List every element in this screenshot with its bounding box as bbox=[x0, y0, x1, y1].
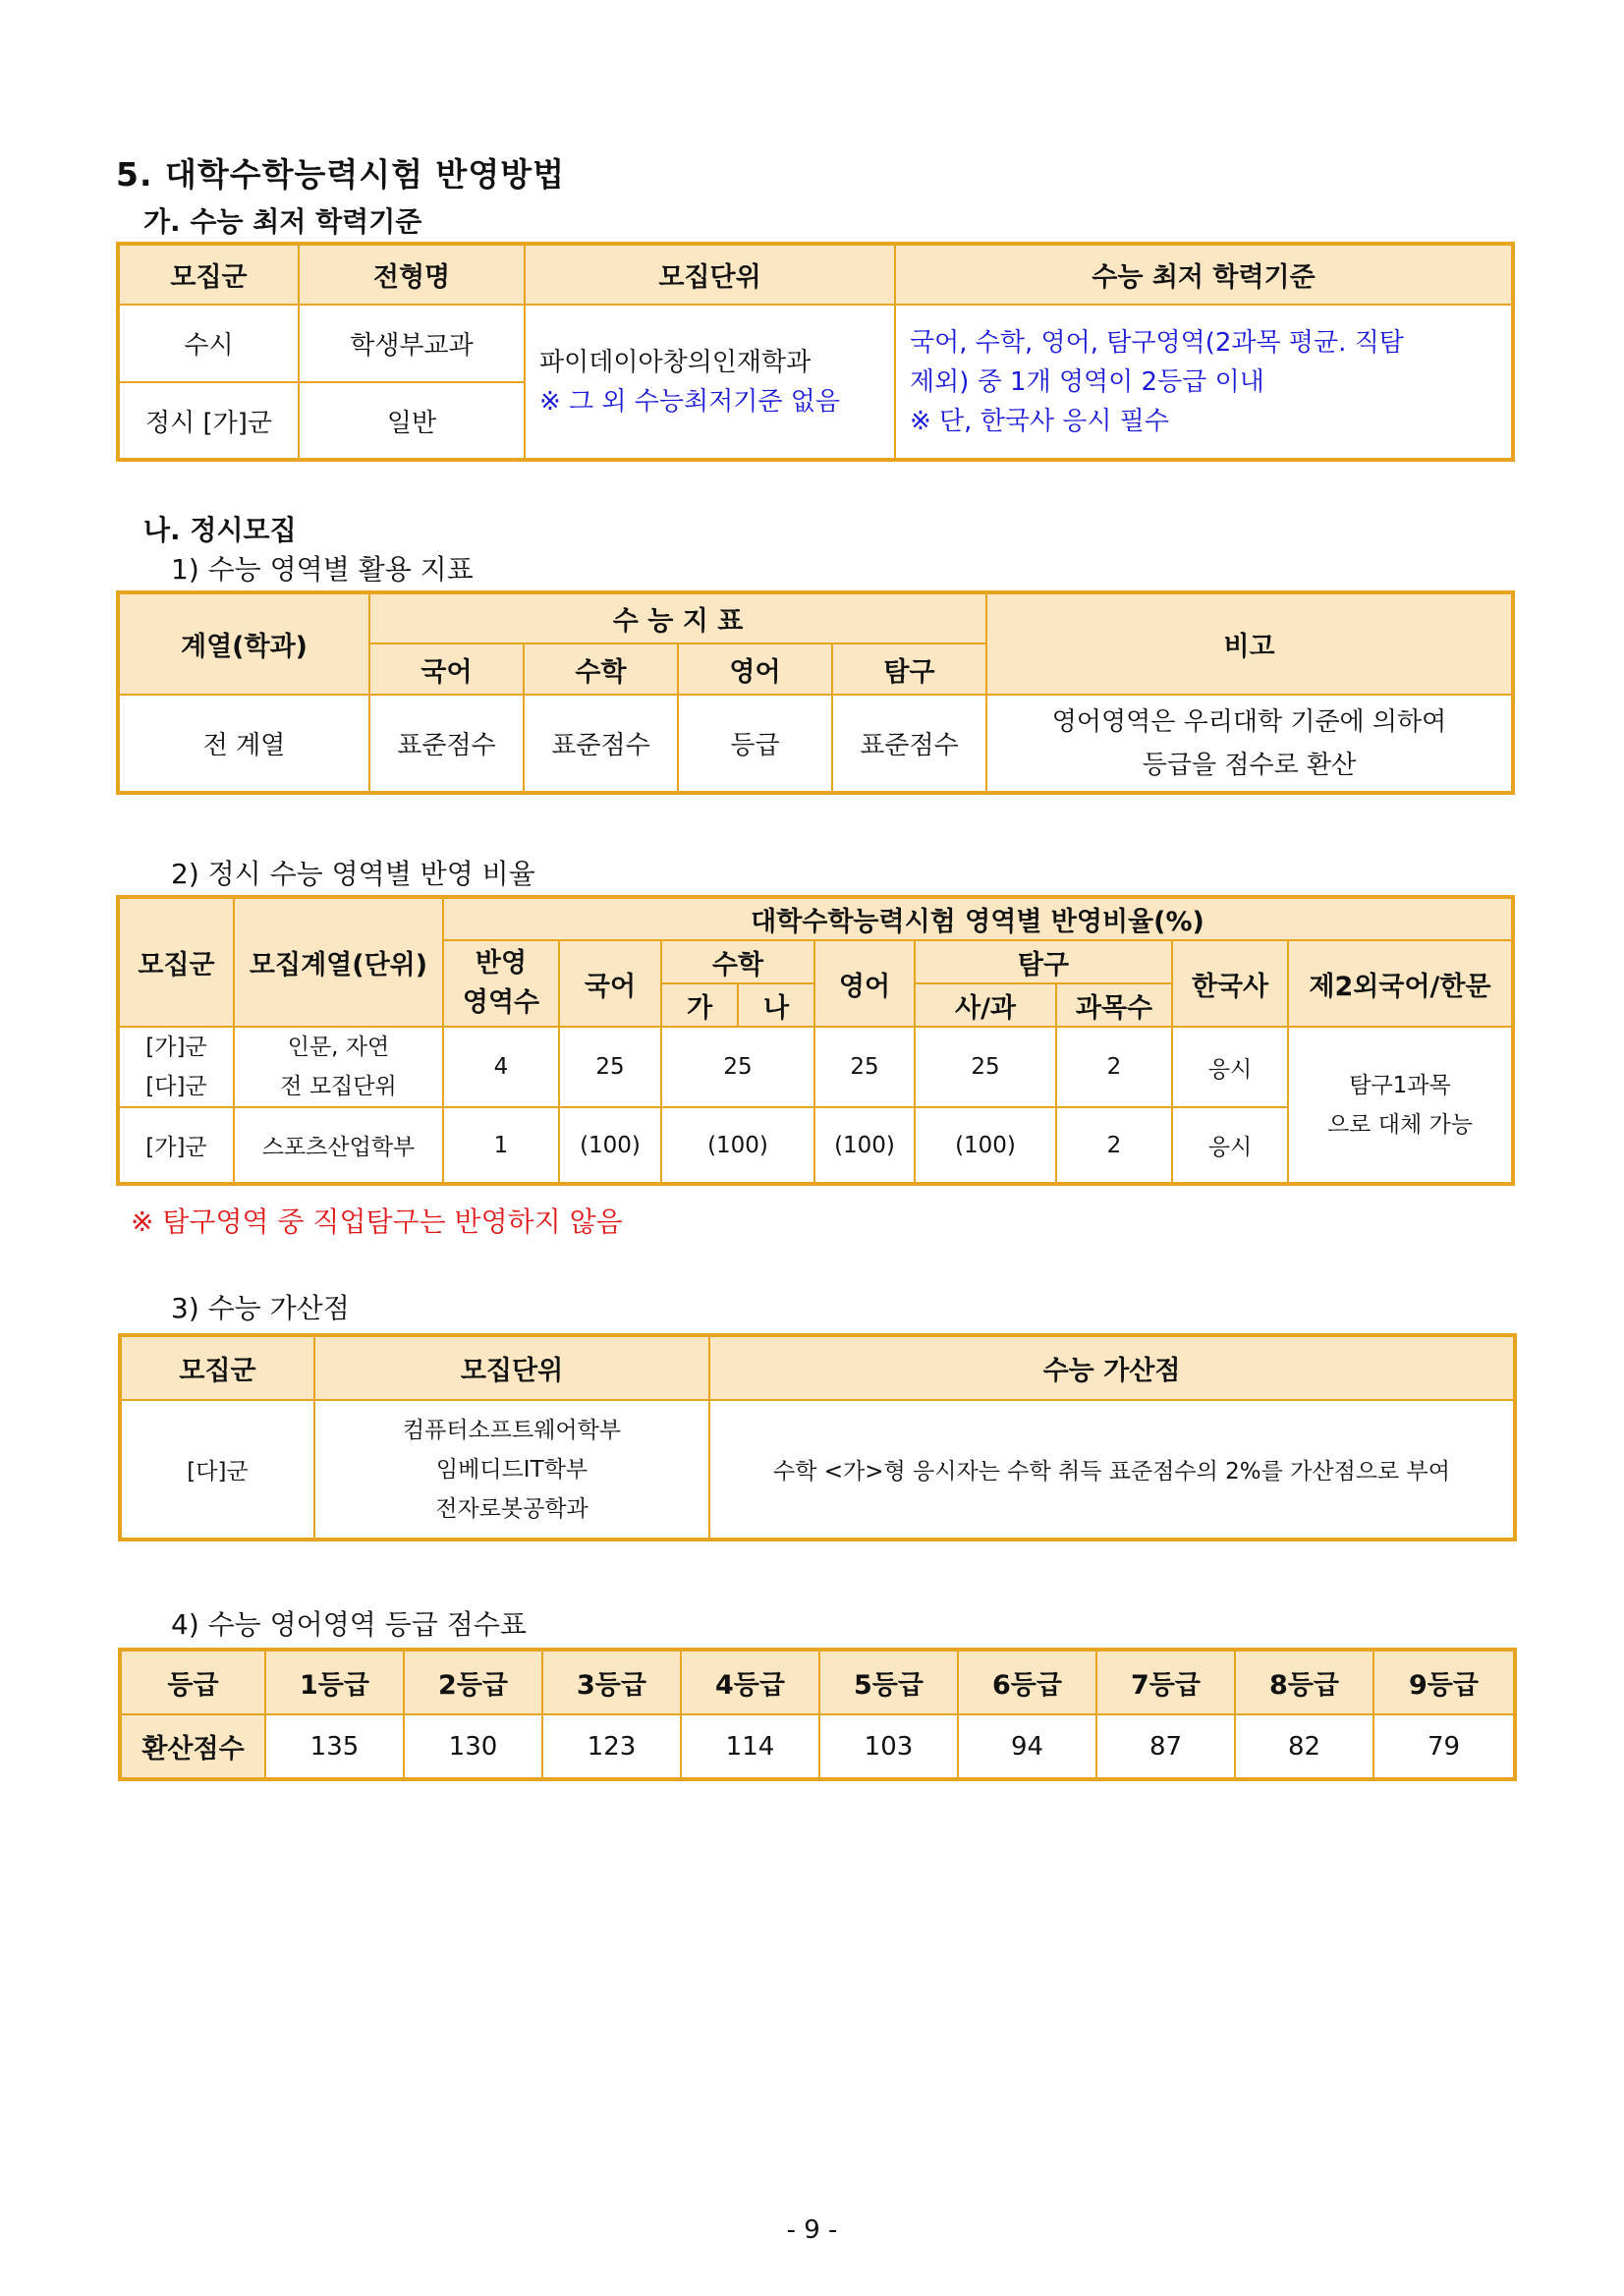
row1-unit-1: 인문, 자연 bbox=[287, 1035, 390, 1060]
page-number: - 9 - bbox=[786, 2215, 838, 2245]
bonus-unit-3: 전자로봇공학과 bbox=[435, 1495, 588, 1522]
unit-note: ※ 그 외 수능최저기준 없음 bbox=[539, 386, 841, 417]
header-type: 전형명 bbox=[299, 244, 525, 305]
header-grade: 등급 bbox=[120, 1650, 265, 1714]
grade-2: 2등급 bbox=[404, 1650, 542, 1714]
header-bonus: 수능 가산점 bbox=[709, 1335, 1515, 1400]
header-foreign: 제2외국어/한문 bbox=[1288, 940, 1513, 1027]
header-korean: 국어 bbox=[369, 644, 524, 695]
grade-9: 9등급 bbox=[1373, 1650, 1515, 1714]
header-dept: 계열(학과) bbox=[118, 592, 369, 695]
header-group: 모집군 bbox=[118, 244, 299, 305]
row2-english: (100) bbox=[814, 1107, 915, 1184]
value-english: 등급 bbox=[678, 695, 832, 793]
subsection-title-a: 가. 수능 최저 학력기준 bbox=[143, 205, 422, 238]
header-math-na: 나 bbox=[738, 983, 814, 1027]
header-inquiry-social: 사/과 bbox=[915, 983, 1056, 1027]
min-criteria-table bbox=[116, 242, 1515, 462]
bonus-units bbox=[314, 1400, 709, 1540]
row1-subjects: 2 bbox=[1056, 1027, 1172, 1107]
row2-math: (100) bbox=[661, 1107, 814, 1184]
header-math: 수학 bbox=[661, 940, 814, 983]
sub4-title: 4) 수능 영어영역 등급 점수표 bbox=[171, 1608, 527, 1641]
note-cell bbox=[986, 695, 1513, 793]
note-line-1: 영어영역은 우리대학 기준에 의하여 bbox=[1051, 706, 1447, 737]
sub1-title: 1) 수능 영역별 활용 지표 bbox=[171, 553, 474, 586]
score-5: 103 bbox=[819, 1714, 958, 1779]
header-inquiry: 탐구 bbox=[832, 644, 986, 695]
header-unit: 모집계열(단위) bbox=[234, 897, 443, 1027]
row-jeongsi-type: 일반 bbox=[299, 382, 525, 460]
value-korean: 표준점수 bbox=[369, 695, 524, 793]
value-math: 표준점수 bbox=[524, 695, 678, 793]
header-english: 영어 bbox=[678, 644, 832, 695]
header-group: 모집군 bbox=[118, 897, 234, 1027]
row1-unit-2: 전 모집단위 bbox=[280, 1074, 397, 1099]
row1-ref: 4 bbox=[443, 1027, 559, 1107]
grade-6: 6등급 bbox=[958, 1650, 1096, 1714]
header-math: 수학 bbox=[524, 644, 678, 695]
score-2: 130 bbox=[404, 1714, 542, 1779]
header-english: 영어 bbox=[814, 940, 915, 1027]
foreign-cell bbox=[1288, 1027, 1513, 1184]
row1-group bbox=[118, 1027, 234, 1107]
value-inquiry: 표준점수 bbox=[832, 695, 986, 793]
unit-name: 파이데이아창의인재학과 bbox=[539, 347, 812, 377]
header-inquiry-count: 과목수 bbox=[1056, 983, 1172, 1027]
header-ratio: 대학수학능력시험 영역별 반영비율(%) bbox=[443, 897, 1513, 940]
header-ref-count bbox=[443, 940, 559, 1027]
row1-group-1: [가]군 bbox=[145, 1035, 207, 1060]
bonus-table bbox=[118, 1333, 1517, 1541]
note-line-2: 등급을 점수로 환산 bbox=[1142, 750, 1357, 780]
subsection-title-b: 나. 정시모집 bbox=[143, 514, 297, 546]
row-susi-type: 학생부교과 bbox=[299, 305, 525, 382]
score-4: 114 bbox=[681, 1714, 819, 1779]
row-jeongsi-group: 정시 [가]군 bbox=[118, 382, 299, 460]
score-7: 87 bbox=[1096, 1714, 1235, 1779]
header-korean: 국어 bbox=[559, 940, 661, 1027]
grade-8: 8등급 bbox=[1235, 1650, 1373, 1714]
score-8: 82 bbox=[1235, 1714, 1373, 1779]
row1-group-2: [다]군 bbox=[145, 1074, 207, 1099]
row2-unit: 스포츠산업학부 bbox=[234, 1107, 443, 1184]
row2-korean: (100) bbox=[559, 1107, 661, 1184]
unit-cell bbox=[525, 305, 895, 460]
criteria-line-1: 국어, 수학, 영어, 탐구영역(2과목 평균. 직탐 bbox=[910, 327, 1404, 358]
score-9: 79 bbox=[1373, 1714, 1515, 1779]
row1-unit bbox=[234, 1027, 443, 1107]
row2-subjects: 2 bbox=[1056, 1107, 1172, 1184]
row2-group: [가]군 bbox=[118, 1107, 234, 1184]
header-history: 한국사 bbox=[1172, 940, 1288, 1027]
score-3: 123 bbox=[542, 1714, 681, 1779]
header-unit: 모집단위 bbox=[314, 1335, 709, 1400]
usage-index-table bbox=[116, 590, 1515, 795]
row2-history: 응시 bbox=[1172, 1107, 1288, 1184]
header-note: 비고 bbox=[986, 592, 1513, 695]
bonus-group: [다]군 bbox=[120, 1400, 314, 1540]
row1-history: 응시 bbox=[1172, 1027, 1288, 1107]
bonus-description: 수학 <가>형 응시자는 수학 취득 표준점수의 2%를 가산점으로 부여 bbox=[709, 1400, 1515, 1540]
grade-1: 1등급 bbox=[265, 1650, 404, 1714]
ratio-table bbox=[116, 895, 1515, 1186]
row-susi-group: 수시 bbox=[118, 305, 299, 382]
dept-all: 전 계열 bbox=[118, 695, 369, 793]
header-ref-1: 반영 bbox=[475, 948, 528, 979]
criteria-line-3: ※ 단, 한국사 응시 필수 bbox=[910, 406, 1170, 436]
section-heading: 5. 대학수학능력시험 반영방법 bbox=[116, 155, 566, 194]
foreign-line-1: 탐구1과목 bbox=[1349, 1072, 1451, 1098]
vocational-note: ※ 탐구영역 중 직업탐구는 반영하지 않음 bbox=[131, 1205, 623, 1238]
header-inquiry: 탐구 bbox=[915, 940, 1172, 983]
grade-4: 4등급 bbox=[681, 1650, 819, 1714]
row2-inquiry: (100) bbox=[915, 1107, 1056, 1184]
row1-math: 25 bbox=[661, 1027, 814, 1107]
criteria-cell bbox=[895, 305, 1513, 460]
header-math-ga: 가 bbox=[661, 983, 738, 1027]
grade-5: 5등급 bbox=[819, 1650, 958, 1714]
header-unit: 모집단위 bbox=[525, 244, 895, 305]
row1-korean: 25 bbox=[559, 1027, 661, 1107]
header-group: 모집군 bbox=[120, 1335, 314, 1400]
header-ref-2: 영역수 bbox=[462, 987, 540, 1018]
bonus-unit-2: 임베디드IT학부 bbox=[435, 1456, 588, 1483]
sub3-title: 3) 수능 가산점 bbox=[171, 1292, 350, 1324]
row1-english: 25 bbox=[814, 1027, 915, 1107]
grade-7: 7등급 bbox=[1096, 1650, 1235, 1714]
criteria-line-2: 제외) 중 1개 영역이 2등급 이내 bbox=[910, 366, 1264, 397]
score-1: 135 bbox=[265, 1714, 404, 1779]
row2-ref: 1 bbox=[443, 1107, 559, 1184]
header-score: 환산점수 bbox=[120, 1714, 265, 1779]
score-6: 94 bbox=[958, 1714, 1096, 1779]
header-criteria: 수능 최저 학력기준 bbox=[895, 244, 1513, 305]
row1-inquiry: 25 bbox=[915, 1027, 1056, 1107]
english-grade-table bbox=[118, 1648, 1517, 1781]
grade-3: 3등급 bbox=[542, 1650, 681, 1714]
sub2-title: 2) 정시 수능 영역별 반영 비율 bbox=[171, 858, 535, 890]
foreign-line-2: 으로 대체 가능 bbox=[1327, 1111, 1473, 1138]
header-index: 수 능 지 표 bbox=[369, 592, 986, 644]
bonus-unit-1: 컴퓨터소프트웨어학부 bbox=[402, 1417, 622, 1443]
